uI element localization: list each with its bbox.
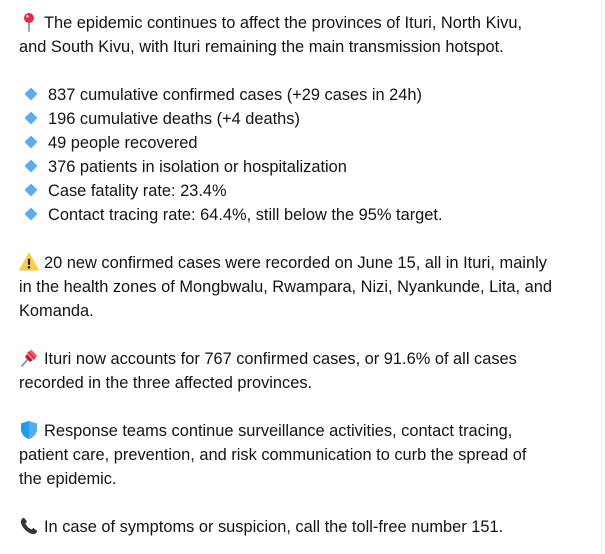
- list-item: 376 patients in isolation or hospitalization: [19, 155, 585, 179]
- warning-line-3: Komanda.: [19, 302, 94, 320]
- shield-icon: [19, 420, 39, 440]
- blue-diamond-icon: [24, 207, 38, 221]
- warning-paragraph: [19, 251, 585, 323]
- telephone-receiver-icon: [19, 516, 39, 536]
- ituri-line-1: Ituri now accounts for 767 confirmed cases, or 91.6% of all cases: [19, 347, 585, 371]
- response-paragraph: [19, 419, 585, 491]
- response-line-1: Response teams continue surveillance activities, contact tracing,: [19, 419, 585, 443]
- stats-list: [19, 83, 585, 227]
- blue-diamond-icon: [24, 111, 38, 125]
- warning-line-1: 20 new confirmed cases were recorded on June 15, all in Ituri, mainly: [19, 251, 585, 275]
- blue-diamond-icon: [24, 159, 38, 173]
- warning-icon: [19, 252, 39, 272]
- response-line-3: the epidemic.: [19, 470, 117, 488]
- pushpin-icon: [19, 348, 39, 368]
- blue-diamond-icon: [24, 87, 38, 101]
- warning-line-2: in the health zones of Mongbwalu, Rwampara, Nizi, Nyankunde, Lita, and: [19, 278, 552, 296]
- intro-line-2: and South Kivu, with Ituri remaining the main transmission hotspot.: [19, 38, 504, 56]
- blue-diamond-icon: [24, 135, 38, 149]
- ituri-line-2: recorded in the three affected provinces.: [19, 374, 313, 392]
- intro-line-1: The epidemic continues to affect the provinces of Ituri, North Kivu,: [19, 11, 585, 35]
- response-line-2: patient care, prevention, and risk communication to curb the spread of: [19, 446, 527, 464]
- list-item: Contact tracing rate: 64.4%, still below the 95% target.: [19, 203, 585, 227]
- intro-paragraph: [19, 11, 585, 59]
- list-item: Case fatality rate: 23.4%: [19, 179, 585, 203]
- round-pushpin-icon: [19, 12, 39, 32]
- divider: [601, 0, 602, 554]
- ituri-paragraph: [19, 347, 585, 395]
- list-item: 49 people recovered: [19, 131, 585, 155]
- blue-diamond-icon: [24, 183, 38, 197]
- contact-line-1: In case of symptoms or suspicion, call the toll-free number 151.: [19, 515, 585, 539]
- list-item: 837 cumulative confirmed cases (+29 cases in 24h): [19, 83, 585, 107]
- list-item: 196 cumulative deaths (+4 deaths): [19, 107, 585, 131]
- contact-paragraph: [19, 515, 585, 539]
